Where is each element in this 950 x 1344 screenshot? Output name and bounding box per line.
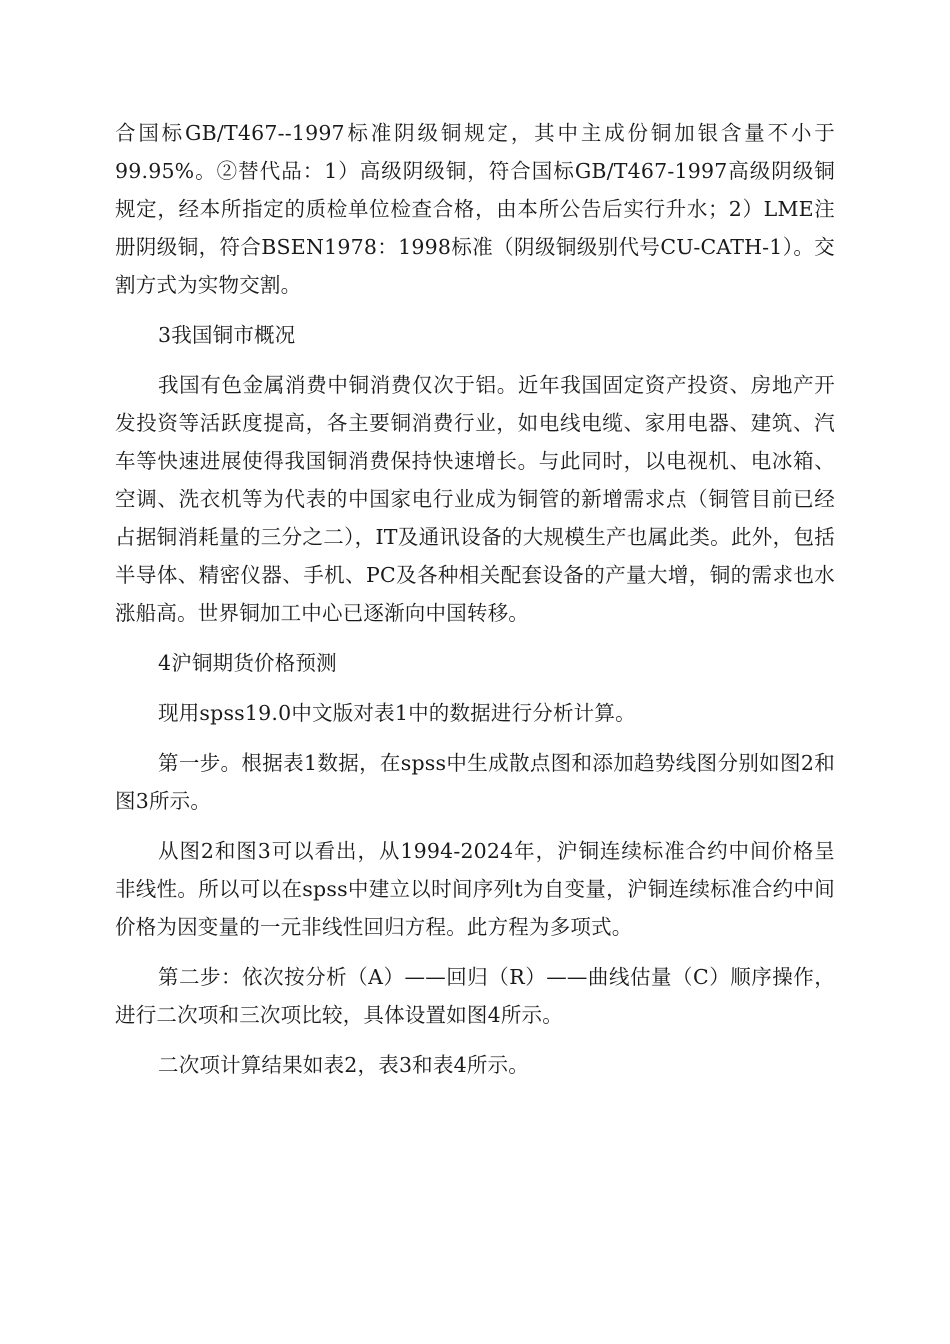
paragraph-spss-intro: 现用spss19.0中文版对表1中的数据进行分析计算。 <box>158 701 636 725</box>
paragraph-copper-market: 我国有色金属消费中铜消费仅次于铝。近年我国固定资产投资、房地产开发投资等活跃度提高，各主要铜消费行业，如电线电缆、家用电器、建筑、汽车等快速进展使得我国铜消费保持快速增长。与此同时，以电视机、电冰箱、空调、洗衣机等为代表的中国家电行业成为铜管的新增需求点（铜管目前已经占据铜消耗量的三分之二），IT及通讯设备的大规模生产也属此类。此外，包括半导体、精密仪器、手机、PC及各种相关配套设备的产量大增，铜的需求也水涨船高。世界铜加工中心已逐渐向中国转移。 <box>115 373 835 625</box>
section-heading-3: 3我国铜市概况 <box>158 323 296 347</box>
paragraph-quadratic-results: 二次项计算结果如表2，表3和表4所示。 <box>158 1053 529 1077</box>
paragraph-step-two: 第二步：依次按分析（A）——回归（R）——曲线估量（C）顺序操作，进行二次项和三次项比较，具体设置如图4所示。 <box>115 965 835 1027</box>
section-heading-4: 4沪铜期货价格预测 <box>158 651 337 675</box>
paragraph-nonlinear: 从图2和图3可以看出，从1994-2024年，沪铜连续标准合约中间价格呈非线性。所以可以在spss中建立以时间序列t为自变量，沪铜连续标准合约中间价格为因变量的一元非线性回归方程。此方程为多项式。 <box>115 839 835 939</box>
paragraph-standard-spec: 合国标GB/T467--1997标准阴级铜规定，其中主成份铜加银含量不小于99.95%。②替代品：1）高级阴级铜，符合国标GB/T467-1997高级阴级铜规定，经本所指定的质检单位检查合格，由本所公告后实行升水；2）LME注册阴级铜，符合BSEN1978：1998标准（阴级铜级别代号CU-CATH-1）。交割方式为实物交割。 <box>115 121 835 297</box>
document-page <box>115 114 835 1096</box>
paragraph-step-one: 第一步。根据表1数据，在spss中生成散点图和添加趋势线图分别如图2和图3所示。 <box>115 751 835 813</box>
